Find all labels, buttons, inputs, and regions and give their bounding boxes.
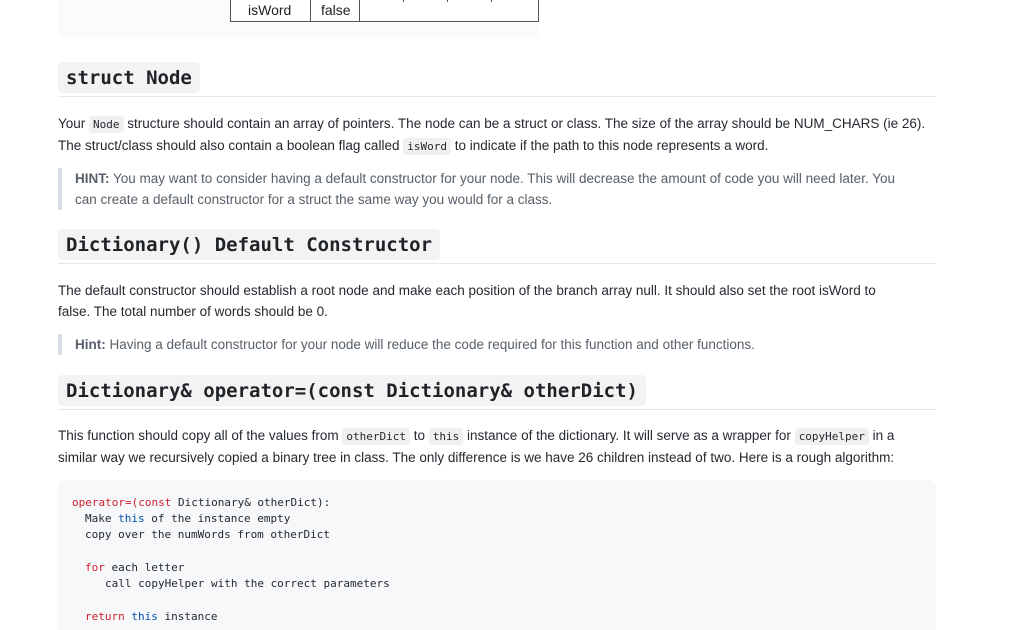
table-tick xyxy=(403,0,404,2)
inline-code: Node xyxy=(89,116,124,133)
code-keyword: operator=(const xyxy=(72,496,172,509)
code-line xyxy=(72,496,330,509)
hint-blockquote xyxy=(58,334,953,355)
table-key-cell: isWord xyxy=(248,2,292,18)
section-heading: struct Node xyxy=(58,62,200,93)
table-tick xyxy=(491,0,492,2)
table-divider xyxy=(359,0,360,21)
hint-text: can create a default constructor for a struct the same way you would for a class. xyxy=(75,192,553,207)
text: false. The total number of words should be 0. xyxy=(58,304,328,319)
inline-code: copyHelper xyxy=(795,428,869,445)
hint-label: HINT: xyxy=(75,171,110,186)
code-text: instance xyxy=(157,610,218,623)
code-line: copy over the numWords from otherDict xyxy=(85,528,331,541)
text: The struct/class should also contain a boolean flag called xyxy=(58,138,404,153)
section-paragraph xyxy=(58,280,936,322)
code-keyword: this xyxy=(131,610,158,623)
inline-code: this xyxy=(429,428,464,445)
hint-blockquote xyxy=(58,168,953,210)
text: in a xyxy=(868,428,895,443)
text: Your xyxy=(58,116,90,131)
text: similar way we recursively copied a binary tree in class. The only difference is we have 26 children instead of two. Here is a rough algorithm: xyxy=(58,450,895,465)
text: to xyxy=(410,428,429,443)
heading-divider xyxy=(58,263,936,264)
inline-code: otherDict xyxy=(342,428,410,445)
text: The default constructor should establish a root node and make each position of the branch array null. It should also set the root isWord to xyxy=(58,283,876,298)
code-text: each letter xyxy=(104,561,185,574)
text: This function should copy all of the values from xyxy=(58,428,343,443)
code-keyword: this xyxy=(118,512,145,525)
hint-label: Hint: xyxy=(75,337,106,352)
table-tick xyxy=(447,0,448,2)
code-line xyxy=(85,561,184,574)
code-line: call copyHelper with the correct parameters xyxy=(105,577,390,590)
text: instance of the dictionary. It will serve as a wrapper for xyxy=(463,428,795,443)
hint-text: Having a default constructor for your node will reduce the code required for this function and other functions. xyxy=(105,337,755,352)
code-line xyxy=(85,610,217,623)
heading-divider xyxy=(58,96,936,97)
text: to indicate if the path to this node represents a word. xyxy=(450,138,769,153)
section-paragraph xyxy=(58,425,936,468)
code-text: Make xyxy=(85,512,119,525)
code-text: of the instance empty xyxy=(144,512,291,525)
heading-divider xyxy=(58,409,936,410)
section-default-constructor xyxy=(58,229,936,264)
section-heading: Dictionary() Default Constructor xyxy=(58,229,440,260)
section-paragraph xyxy=(58,113,936,157)
code-block xyxy=(58,480,936,630)
text: structure should contain an array of pointers. The node can be a struct or class. The size of the array should be NUM_CHARS (ie 26). xyxy=(123,116,926,131)
node-table xyxy=(230,0,539,22)
code-line xyxy=(85,512,290,525)
table-value-cell: false xyxy=(321,2,351,18)
code-keyword: return xyxy=(85,610,125,623)
section-struct-node xyxy=(58,62,936,97)
code-keyword: for xyxy=(85,561,105,574)
hint-text: You may want to consider having a default constructor for your node. This will decrease the amount of code you will need later. You xyxy=(109,171,895,186)
table-divider xyxy=(310,0,311,21)
code-text: Dictionary& otherDict): xyxy=(171,496,331,509)
section-heading: Dictionary& operator=(const Dictionary& otherDict) xyxy=(58,375,646,406)
section-operator-assign xyxy=(58,375,936,410)
inline-code: isWord xyxy=(403,138,451,155)
